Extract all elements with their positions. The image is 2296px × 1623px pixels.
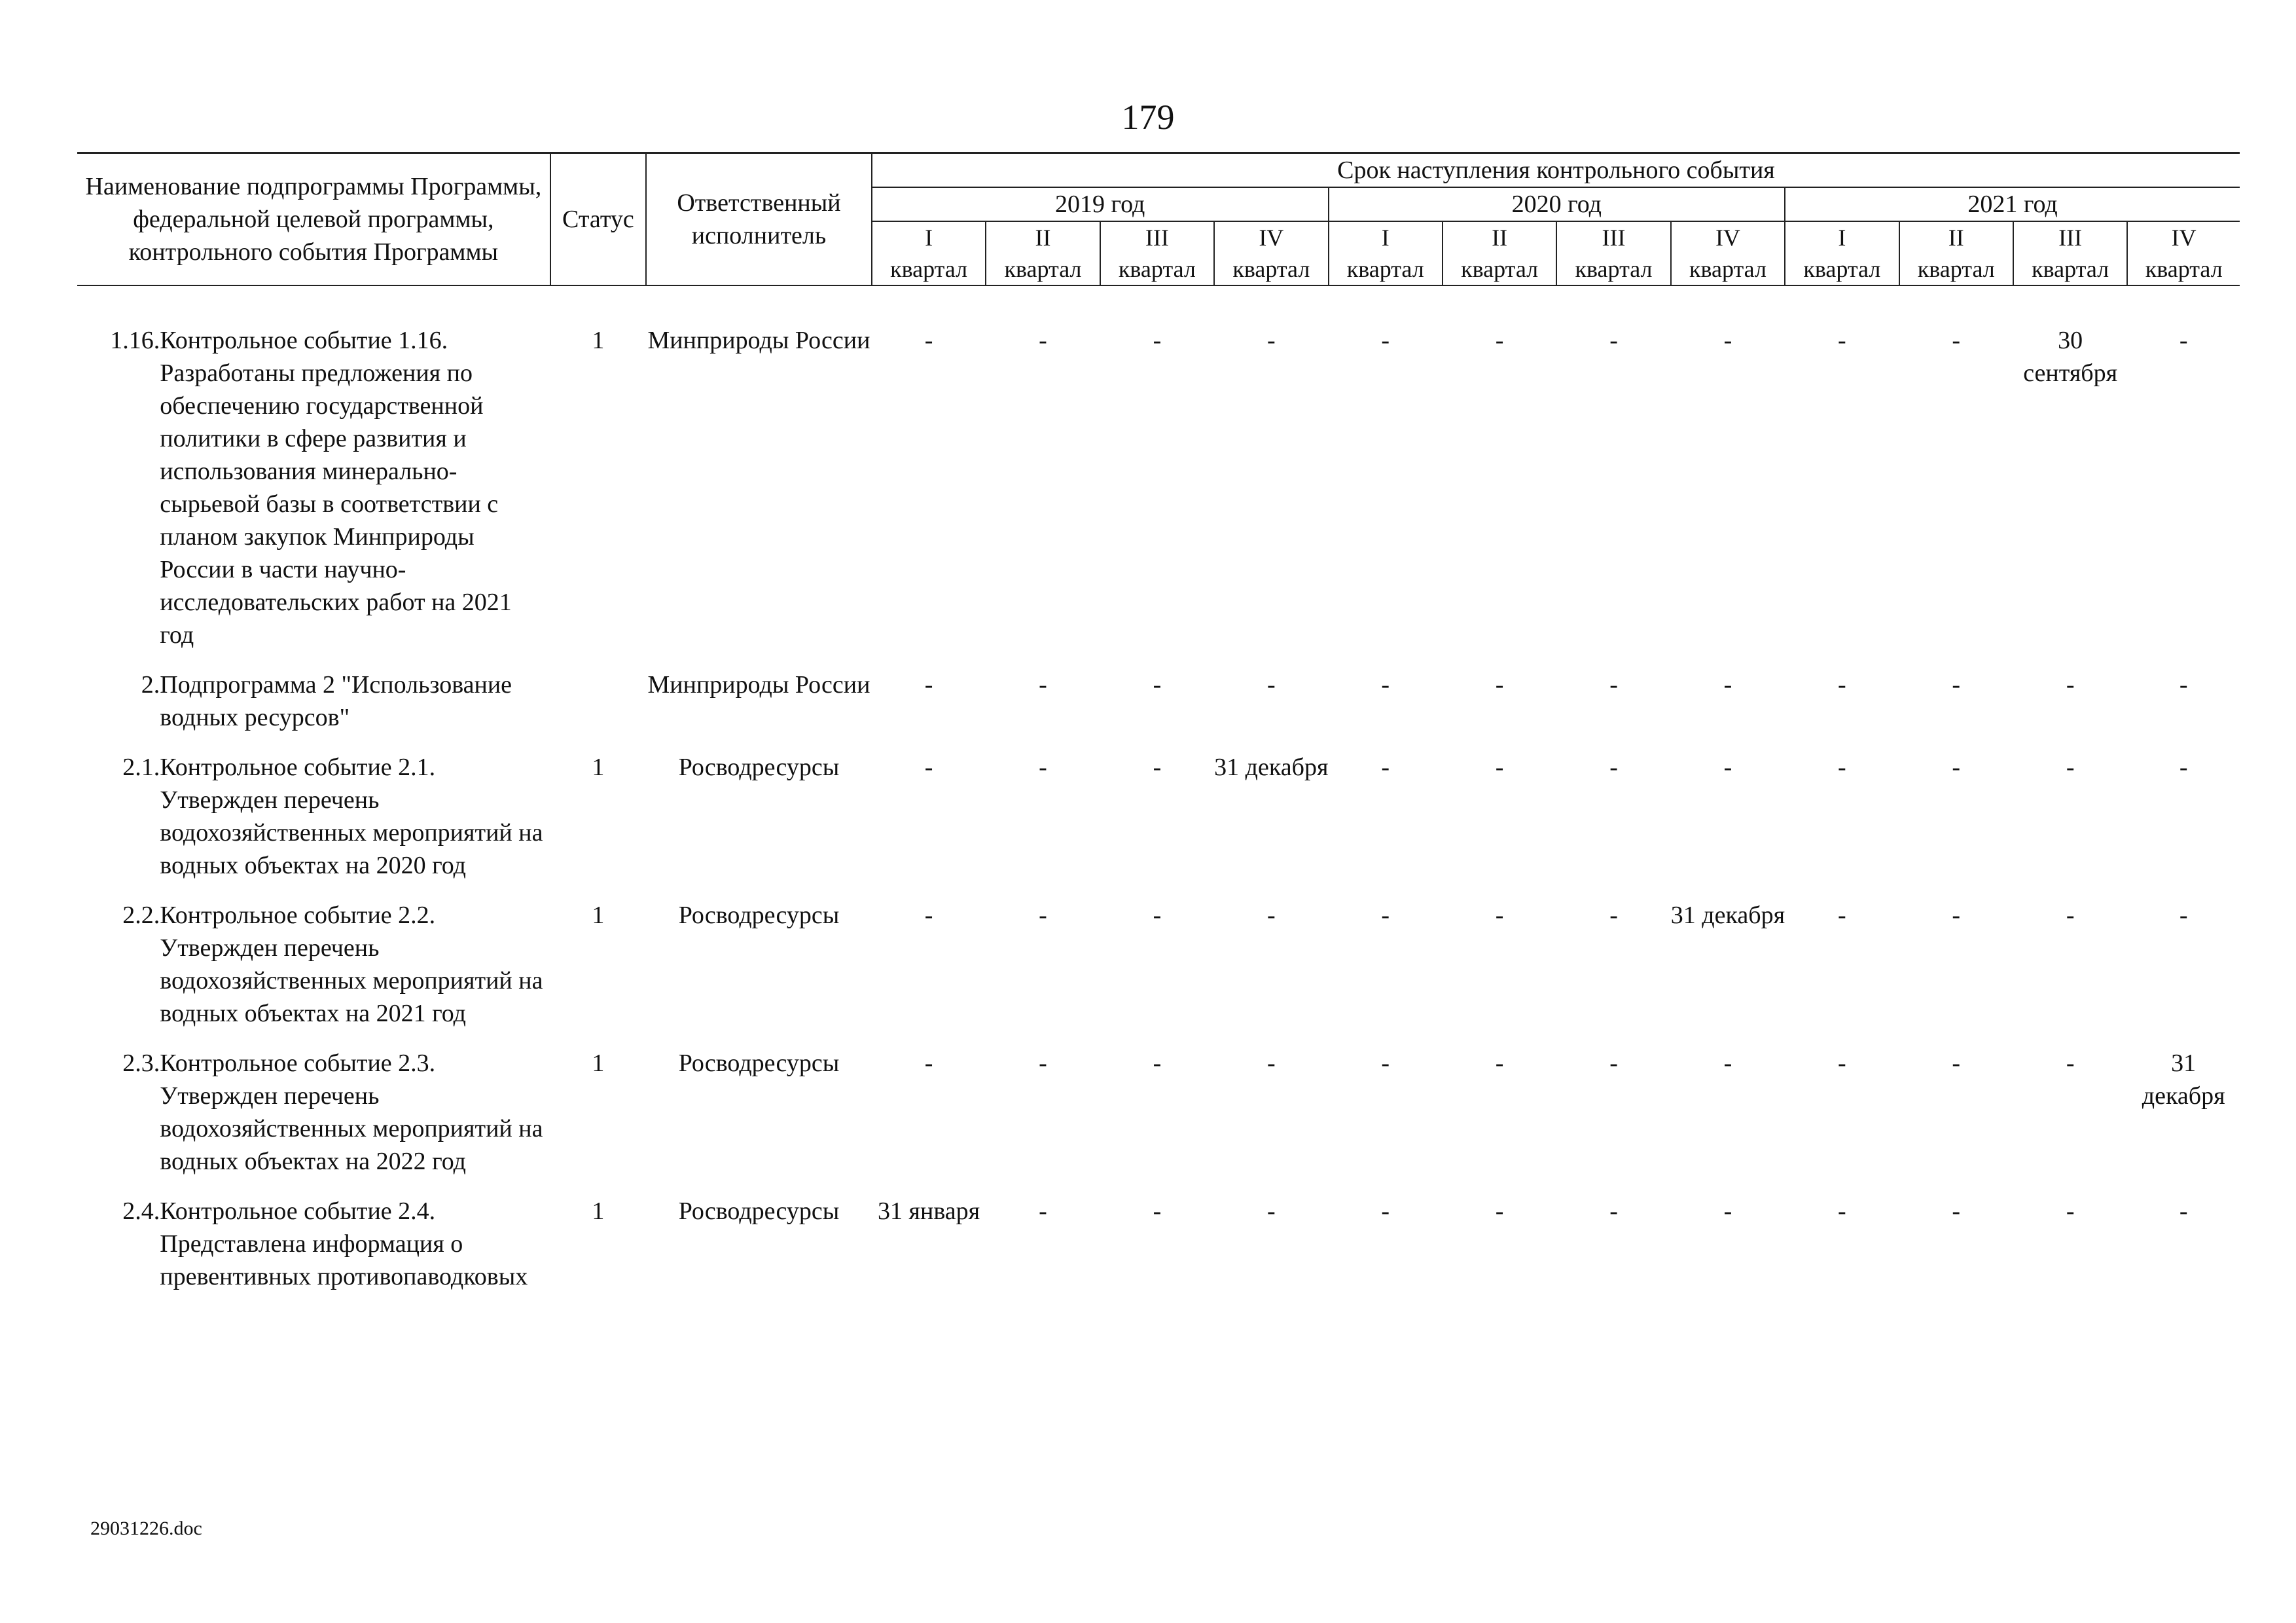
quarter-cell: 31 декабря bbox=[1214, 754, 1329, 781]
header-quarter bbox=[1671, 221, 1785, 285]
row-executor: Росводресурсы bbox=[678, 1049, 840, 1077]
quarter-cell: - bbox=[1838, 671, 1846, 699]
row-status: 1 bbox=[592, 754, 605, 781]
quarter-word: квартал bbox=[1346, 256, 1424, 282]
quarter-cell: - bbox=[2066, 754, 2075, 781]
header-quarter bbox=[1899, 221, 2013, 285]
quarter-cell: - bbox=[2179, 327, 2188, 354]
quarter-cell: - bbox=[1723, 1197, 1732, 1225]
quarter-cell: - bbox=[1723, 1049, 1732, 1077]
quarter-cell: - bbox=[1039, 1197, 1047, 1225]
quarter-cell: - bbox=[1153, 1197, 1162, 1225]
quarter-cell: - bbox=[1381, 1197, 1390, 1225]
header-quarter bbox=[986, 221, 1100, 285]
header-year: 2020 год bbox=[1329, 187, 1785, 221]
row-number: 1.16. bbox=[110, 327, 160, 354]
quarter-numeral: IV bbox=[2171, 225, 2197, 251]
quarter-cell: - bbox=[2066, 1049, 2075, 1077]
quarter-cell: - bbox=[1381, 754, 1390, 781]
quarter-cell: - bbox=[924, 902, 933, 929]
header-quarter bbox=[872, 221, 986, 285]
quarter-cell: - bbox=[924, 671, 933, 699]
quarter-cell: - bbox=[1723, 327, 1732, 354]
quarter-numeral: III bbox=[1145, 225, 1169, 251]
row-executor: Росводресурсы bbox=[678, 1197, 840, 1225]
quarter-cell: - bbox=[1952, 1049, 1961, 1077]
quarter-word: квартал bbox=[1803, 256, 1881, 282]
row-executor: Росводресурсы bbox=[678, 754, 840, 781]
quarter-cell: - bbox=[1266, 671, 1276, 699]
header-executor: Ответственный исполнитель bbox=[646, 153, 872, 286]
quarter-cell: - bbox=[1381, 902, 1390, 929]
quarter-cell: - bbox=[2066, 902, 2075, 929]
table-row bbox=[77, 899, 2240, 1047]
quarter-cell: - bbox=[1381, 327, 1390, 354]
quarter-cell: - bbox=[2179, 902, 2188, 929]
quarter-cell: 31 декабря bbox=[1670, 902, 1785, 929]
quarter-word: квартал bbox=[1917, 256, 1995, 282]
quarter-cell: - bbox=[1039, 902, 1047, 929]
row-number: 2. bbox=[141, 671, 160, 699]
quarter-cell: - bbox=[1495, 754, 1504, 781]
row-number: 2.2. bbox=[122, 902, 160, 929]
row-name: Контрольное событие 2.4. Представлена информация о превентивных противопаводковых bbox=[160, 1197, 528, 1290]
quarter-cell: - bbox=[1952, 902, 1961, 929]
quarter-cell: - bbox=[1153, 671, 1162, 699]
row-name: Контрольное событие 2.2. Утвержден перечень водохозяйственных мероприятий на водных объектах на 2021 год bbox=[160, 902, 543, 1027]
quarter-numeral: IV bbox=[1259, 225, 1284, 251]
header-deadline: Срок наступления контрольного события bbox=[872, 153, 2240, 188]
quarter-numeral: IV bbox=[1715, 225, 1740, 251]
quarter-numeral: II bbox=[1948, 225, 1964, 251]
quarter-cell: - bbox=[1153, 754, 1162, 781]
quarter-cell: - bbox=[1609, 327, 1618, 354]
header-quarter bbox=[1329, 221, 1443, 285]
quarter-cell: - bbox=[1952, 754, 1961, 781]
row-name: Контрольное событие 2.3. Утвержден перечень водохозяйственных мероприятий на водных объектах на 2022 год bbox=[160, 1049, 543, 1175]
quarter-cell: - bbox=[2066, 1197, 2075, 1225]
table-row bbox=[77, 1195, 2240, 1310]
quarter-cell: - bbox=[1838, 1049, 1846, 1077]
quarter-cell: - bbox=[1838, 754, 1846, 781]
header-quarter bbox=[2127, 221, 2240, 285]
row-executor: Минприроды России bbox=[647, 327, 870, 354]
control-events-table bbox=[77, 152, 2240, 1310]
quarter-cell: - bbox=[924, 327, 933, 354]
quarter-cell: - bbox=[924, 1049, 933, 1077]
quarter-cell: - bbox=[1609, 671, 1618, 699]
quarter-cell: - bbox=[1495, 327, 1504, 354]
quarter-cell: - bbox=[1153, 327, 1162, 354]
quarter-cell: - bbox=[1495, 1197, 1504, 1225]
quarter-cell: 31 января bbox=[878, 1197, 980, 1225]
quarter-cell: - bbox=[1838, 1197, 1846, 1225]
quarter-cell: - bbox=[1838, 327, 1846, 354]
quarter-cell: - bbox=[1609, 1197, 1618, 1225]
quarter-word: квартал bbox=[1461, 256, 1539, 282]
header-quarter bbox=[1556, 221, 1670, 285]
quarter-cell: - bbox=[1609, 902, 1618, 929]
header-quarter bbox=[1785, 221, 1899, 285]
row-number: 2.3. bbox=[122, 1049, 160, 1077]
row-number: 2.4. bbox=[122, 1197, 160, 1225]
quarter-word: квартал bbox=[890, 256, 968, 282]
quarter-numeral: III bbox=[2058, 225, 2083, 251]
row-name: Контрольное событие 2.1. Утвержден перечень водохозяйственных мероприятий на водных объектах на 2020 год bbox=[160, 754, 543, 879]
quarter-cell: - bbox=[1495, 1049, 1504, 1077]
quarter-cell: - bbox=[1723, 671, 1732, 699]
quarter-cell: - bbox=[1266, 1197, 1276, 1225]
quarter-word: квартал bbox=[2145, 256, 2223, 282]
quarter-cell: - bbox=[2179, 754, 2188, 781]
page-number: 179 bbox=[1121, 98, 1175, 137]
header-quarter bbox=[2013, 221, 2127, 285]
quarter-cell: - bbox=[1952, 671, 1961, 699]
quarter-word: квартал bbox=[1118, 256, 1196, 282]
row-executor: Росводресурсы bbox=[678, 902, 840, 929]
table-row bbox=[77, 668, 2240, 751]
document-filename: 29031226.doc bbox=[90, 1518, 202, 1539]
quarter-cell: - bbox=[2066, 671, 2075, 699]
quarter-cell: - bbox=[1609, 754, 1618, 781]
quarter-cell: - bbox=[924, 754, 933, 781]
row-number: 2.1. bbox=[122, 754, 160, 781]
row-name: Контрольное событие 1.16. Разработаны предложения по обеспечению государственной политики в сфере развития и использования минерально-сырьевой базы в соответствии с планом закупок Минприроды России в части научно-исследовательских работ на 2021 год bbox=[160, 327, 512, 649]
quarter-cell: - bbox=[1039, 327, 1047, 354]
quarter-numeral: I bbox=[1838, 225, 1846, 251]
table-row bbox=[77, 751, 2240, 899]
header-year: 2019 год bbox=[872, 187, 1329, 221]
quarter-cell: - bbox=[1495, 671, 1504, 699]
quarter-cell: - bbox=[1723, 754, 1732, 781]
table-row bbox=[77, 1047, 2240, 1195]
row-executor: Минприроды России bbox=[647, 671, 870, 699]
quarter-cell: - bbox=[1153, 1049, 1162, 1077]
row-status bbox=[550, 668, 646, 751]
header-name: Наименование подпрограммы Программы, федеральной целевой программы, контрольного события Программы bbox=[77, 153, 550, 286]
row-status: 1 bbox=[592, 902, 605, 929]
header-quarter bbox=[1214, 221, 1328, 285]
quarter-word: квартал bbox=[1575, 256, 1653, 282]
quarter-cell: - bbox=[1153, 902, 1162, 929]
quarter-cell: - bbox=[1266, 902, 1276, 929]
quarter-word: квартал bbox=[1689, 256, 1767, 282]
header-quarter bbox=[1443, 221, 1556, 285]
header-year: 2021 год bbox=[1785, 187, 2240, 221]
row-status: 1 bbox=[592, 327, 605, 354]
row-status: 1 bbox=[592, 1197, 605, 1225]
quarter-cell: - bbox=[1952, 327, 1961, 354]
quarter-numeral: II bbox=[1492, 225, 1508, 251]
quarter-cell: - bbox=[1381, 671, 1390, 699]
header-status: Статус bbox=[550, 153, 646, 286]
quarter-cell: - bbox=[2179, 1197, 2188, 1225]
header-quarter bbox=[1100, 221, 1214, 285]
quarter-numeral: I bbox=[1381, 225, 1390, 251]
quarter-cell: - bbox=[1039, 671, 1047, 699]
quarter-cell: - bbox=[2179, 671, 2188, 699]
quarter-cell: - bbox=[1266, 1049, 1276, 1077]
quarter-cell: - bbox=[1838, 902, 1846, 929]
quarter-cell: - bbox=[1495, 902, 1504, 929]
row-name: Подпрограмма 2 "Использование водных ресурсов" bbox=[160, 671, 512, 731]
quarter-numeral: I bbox=[925, 225, 933, 251]
quarter-cell: - bbox=[1381, 1049, 1390, 1077]
quarter-cell: 30 сентября bbox=[2023, 327, 2118, 387]
quarter-word: квартал bbox=[1004, 256, 1082, 282]
quarter-cell: - bbox=[1952, 1197, 1961, 1225]
quarter-word: квартал bbox=[2032, 256, 2109, 282]
quarter-cell: - bbox=[1039, 754, 1047, 781]
quarter-word: квартал bbox=[1232, 256, 1310, 282]
quarter-cell: 31 декабря bbox=[2142, 1049, 2225, 1110]
table-row bbox=[77, 324, 2240, 668]
quarter-cell: - bbox=[1039, 1049, 1047, 1077]
quarter-numeral: III bbox=[1602, 225, 1626, 251]
quarter-cell: - bbox=[1609, 1049, 1618, 1077]
quarter-numeral: II bbox=[1035, 225, 1051, 251]
quarter-cell: - bbox=[1266, 327, 1276, 354]
row-status: 1 bbox=[592, 1049, 605, 1077]
